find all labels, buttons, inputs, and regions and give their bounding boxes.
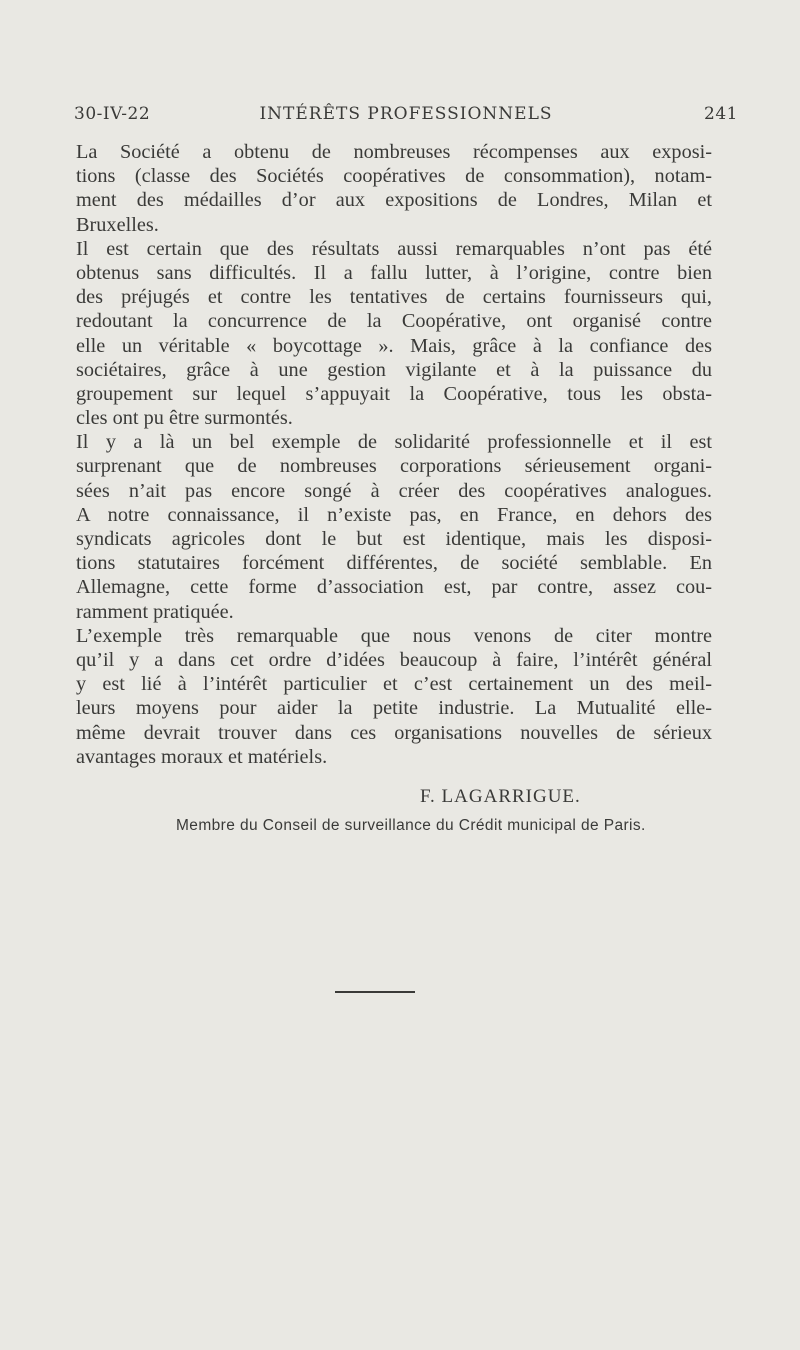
running-header (74, 104, 738, 130)
text-line: La Société a obtenu de nombreuses récompenses aux exposi- (76, 141, 712, 163)
text-line: des préjugés et contre les tentatives de certains fournisseurs qui, (76, 286, 712, 309)
header-date: 30-IV-22 (74, 104, 151, 124)
text-line: groupement sur lequel s’appuyait la Coopérative, tous les obsta- (76, 382, 712, 405)
text-line: A notre connaissance, il n’existe pas, en France, en dehors des (76, 503, 712, 526)
text-line: y est lié à l’intérêt particulier et c’est certainement un des meil- (76, 673, 712, 696)
text-line: redoutant la concurrence de la Coopérative, ont organisé contre (76, 310, 712, 333)
author-role: Membre du Conseil de surveillance du Crédit municipal de Paris. (176, 817, 646, 834)
text-line: Bruxelles. (76, 213, 159, 236)
text-line: Il y a là un bel exemple de solidarité professionnelle et il est (76, 431, 712, 454)
text-line: sociétaires, grâce à une gestion vigilante et à la puissance du (76, 358, 712, 381)
text-line: syndicats agricoles dont le but est identique, mais les disposi- (76, 528, 712, 550)
text-line: ramment pratiquée. (76, 600, 234, 623)
text-line: tions statutaires forcément différentes, de société semblable. En (76, 552, 712, 575)
text-line: avantages moraux et matériels. (76, 745, 328, 768)
text-line: Il est certain que des résultats aussi remarquables n’ont pas été (76, 237, 712, 260)
article-body (76, 140, 712, 769)
section-divider (335, 991, 415, 993)
text-line: elle un véritable « boycottage ». Mais, grâce à la confiance des (76, 334, 712, 357)
text-line: surprenant que de nombreuses corporations sérieusement organi- (76, 455, 712, 478)
text-line: ment des médailles d’or aux expositions de Londres, Milan et (76, 189, 712, 212)
text-line: leurs moyens pour aider la petite industrie. La Mutualité elle- (76, 697, 712, 720)
text-line: L’exemple très remarquable que nous venons de citer montre (76, 624, 712, 647)
page-number: 241 (704, 104, 738, 124)
author-name: F. LAGARRIGUE. (420, 786, 581, 807)
text-line: qu’il y a dans cet ordre d’idées beaucoup à faire, l’intérêt général (76, 648, 712, 671)
header-title: INTÉRÊTS PROFESSIONNELS (259, 104, 553, 124)
text-line: obtenus sans difficultés. Il a fallu lutter, à l’origine, contre bien (76, 261, 712, 284)
text-line: sées n’ait pas encore songé à créer des coopératives analogues. (76, 479, 712, 502)
text-line: même devrait trouver dans ces organisations nouvelles de sérieux (76, 721, 712, 744)
text-line: cles ont pu être surmontés. (76, 407, 293, 430)
text-line: Allemagne, cette forme d’association est, par contre, assez cou- (76, 576, 712, 599)
text-line: tions (classe des Sociétés coopératives de consommation), notam- (76, 165, 712, 188)
